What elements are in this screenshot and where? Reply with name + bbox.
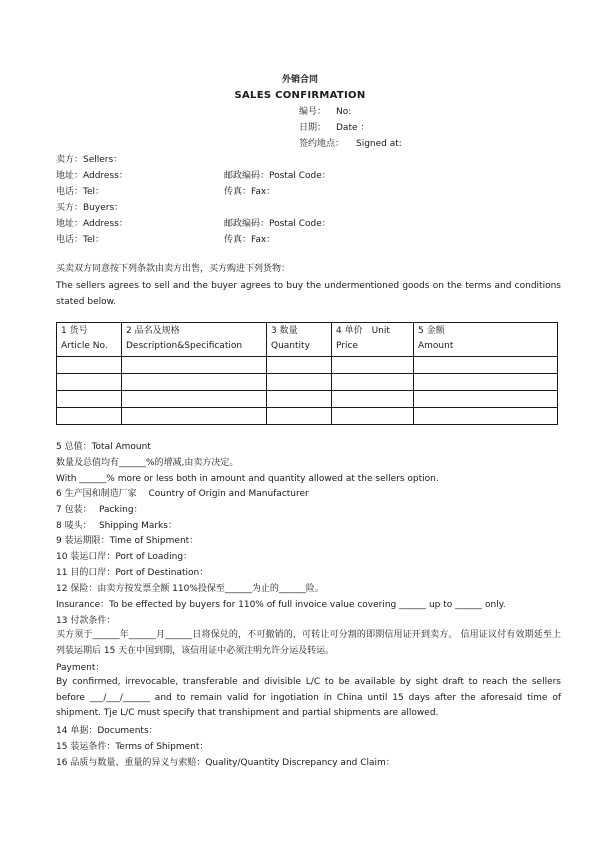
- insurance-clause-en: Insurance：To be effected by buyers for 110% of full invoice value covering ______ up to ______ only.: [56, 600, 506, 610]
- signed-at-label-cn: 签约地点：: [299, 139, 345, 149]
- port-of-loading-clause: 10 装运口岸：Port of Loading：: [56, 552, 193, 562]
- header-description-en: Description&Specification: [126, 341, 243, 351]
- quality-claim-clause: 16 品质与数量、重量的异义与索赔：Quality/Quantity Discrepancy and Claim：: [56, 758, 395, 768]
- table-cell[interactable]: [267, 391, 332, 408]
- table-cell[interactable]: [267, 357, 332, 374]
- date-label-cn: 日期：: [299, 123, 327, 133]
- goods-table: [56, 322, 558, 425]
- header-article-no: [57, 323, 122, 357]
- total-amount-clause: 5 总值：Total Amount: [56, 442, 151, 452]
- buyer-tel-label: 电话：Tel：: [56, 235, 105, 245]
- documents-clause: 14 单据：Documents：: [56, 726, 158, 736]
- signed-at-label-en: Signed at:: [356, 139, 402, 149]
- more-less-clause-en: With ______% more or less both in amount and quantity allowed at the sellers option.: [56, 474, 439, 484]
- table-cell[interactable]: [414, 374, 558, 391]
- table-cell[interactable]: [414, 391, 558, 408]
- goods-table-header: [57, 323, 558, 357]
- port-of-destination-clause: 11 目的口岸：Port of Destination：: [56, 568, 209, 578]
- buyer-postal-label: 邮政编码：Postal Code：: [224, 219, 331, 229]
- header-article-no-cn: 1 货号: [61, 326, 88, 336]
- seller-address-label: 地址：Address：: [56, 171, 128, 181]
- payment-label-en: Payment：: [56, 663, 105, 673]
- date-label-en: Date ：: [336, 123, 370, 133]
- header-description-cn: 2 品名及规格: [126, 326, 180, 336]
- shipping-marks-clause: 8 唛头： Shipping Marks：: [56, 521, 177, 531]
- title-english: SALES CONFIRMATION: [234, 90, 366, 101]
- table-cell[interactable]: [122, 391, 267, 408]
- header-article-no-en: Article No.: [61, 341, 108, 351]
- more-less-clause-cn: 数量及总值均有______%的增减,由卖方决定。: [56, 458, 239, 468]
- table-cell[interactable]: [57, 408, 122, 425]
- time-of-shipment-clause: 9 装运期限：Time of Shipment：: [56, 536, 199, 546]
- header-amount: [414, 323, 558, 357]
- payment-clause-cn: 买方须于______年______月______日将保兑的，不可撤销的，可转让可分割的即期信用证开到卖方。 信用证议付有效期延至上列装运期后 15 天在中国到期，该信用证中必须注明允许分运及转运。: [56, 630, 561, 656]
- packing-clause: 7 包装： Packing：: [56, 505, 143, 515]
- seller-tel-label: 电话：Tel：: [56, 187, 105, 197]
- terms-of-shipment-clause: 15 装运条件：Terms of Shipment：: [56, 742, 209, 752]
- table-cell[interactable]: [332, 391, 414, 408]
- header-description: [122, 323, 267, 357]
- contract-number-label-cn: 编号：: [299, 107, 327, 117]
- payment-heading-cn: 13 付款条件：: [56, 616, 116, 626]
- intro-chinese: 买卖双方同意按下列条款由卖方出售，买方购进下列货物：: [56, 264, 291, 274]
- table-cell[interactable]: [267, 374, 332, 391]
- buyer-address-label: 地址：Address：: [56, 219, 128, 229]
- table-cell[interactable]: [332, 408, 414, 425]
- header-unit-price-cn: 4 单价 Unit: [336, 326, 390, 336]
- seller-postal-label: 邮政编码：Postal Code：: [224, 171, 331, 181]
- table-cell[interactable]: [332, 357, 414, 374]
- table-row: [57, 391, 558, 408]
- header-quantity: [267, 323, 332, 357]
- contract-number-label-en: No:: [336, 107, 352, 117]
- table-row: [57, 374, 558, 391]
- table-cell[interactable]: [267, 408, 332, 425]
- buyer-label: 买方：Buyers：: [56, 203, 124, 213]
- table-cell[interactable]: [122, 374, 267, 391]
- table-cell[interactable]: [414, 357, 558, 374]
- header-quantity-cn: 3 数量: [271, 326, 298, 336]
- table-cell[interactable]: [332, 374, 414, 391]
- title-chinese: 外销合同: [281, 75, 318, 85]
- header-quantity-en: Quantity: [271, 341, 310, 351]
- insurance-clause-cn: 12 保险：由卖方按发票全额 110%投保至______为止的______险。: [56, 584, 324, 594]
- seller-fax-label: 传真：Fax：: [224, 187, 276, 197]
- table-cell[interactable]: [57, 357, 122, 374]
- table-cell[interactable]: [57, 391, 122, 408]
- table-cell[interactable]: [414, 408, 558, 425]
- table-row: [57, 357, 558, 374]
- table-row: [57, 408, 558, 425]
- table-cell[interactable]: [57, 374, 122, 391]
- header-amount-cn: 5 金额: [418, 326, 445, 336]
- table-cell[interactable]: [122, 357, 267, 374]
- header-unit-price-en: Price: [336, 341, 358, 351]
- seller-label: 卖方：Sellers：: [56, 155, 123, 165]
- intro-english: The sellers agrees to sell and the buyer agrees to buy the undermentioned goods on the terms and conditions stated below.: [56, 281, 561, 307]
- header-unit-price: [332, 323, 414, 357]
- table-cell[interactable]: [122, 408, 267, 425]
- origin-clause: 6 生产国和制造厂家 Country of Origin and Manufacturer: [56, 489, 309, 499]
- payment-clause-en: By confirmed, irrevocable, transferable and divisible L/C to be available by sight draft to reach the sellers before ___/___/______ and to remain valid for ingotiation in China until 15 days after the aforesaid time of shipment. Tje L/C must specify that transhipment and partial shipments are allowed.: [56, 677, 561, 718]
- header-amount-en: Amount: [418, 341, 454, 351]
- buyer-fax-label: 传真：Fax：: [224, 235, 276, 245]
